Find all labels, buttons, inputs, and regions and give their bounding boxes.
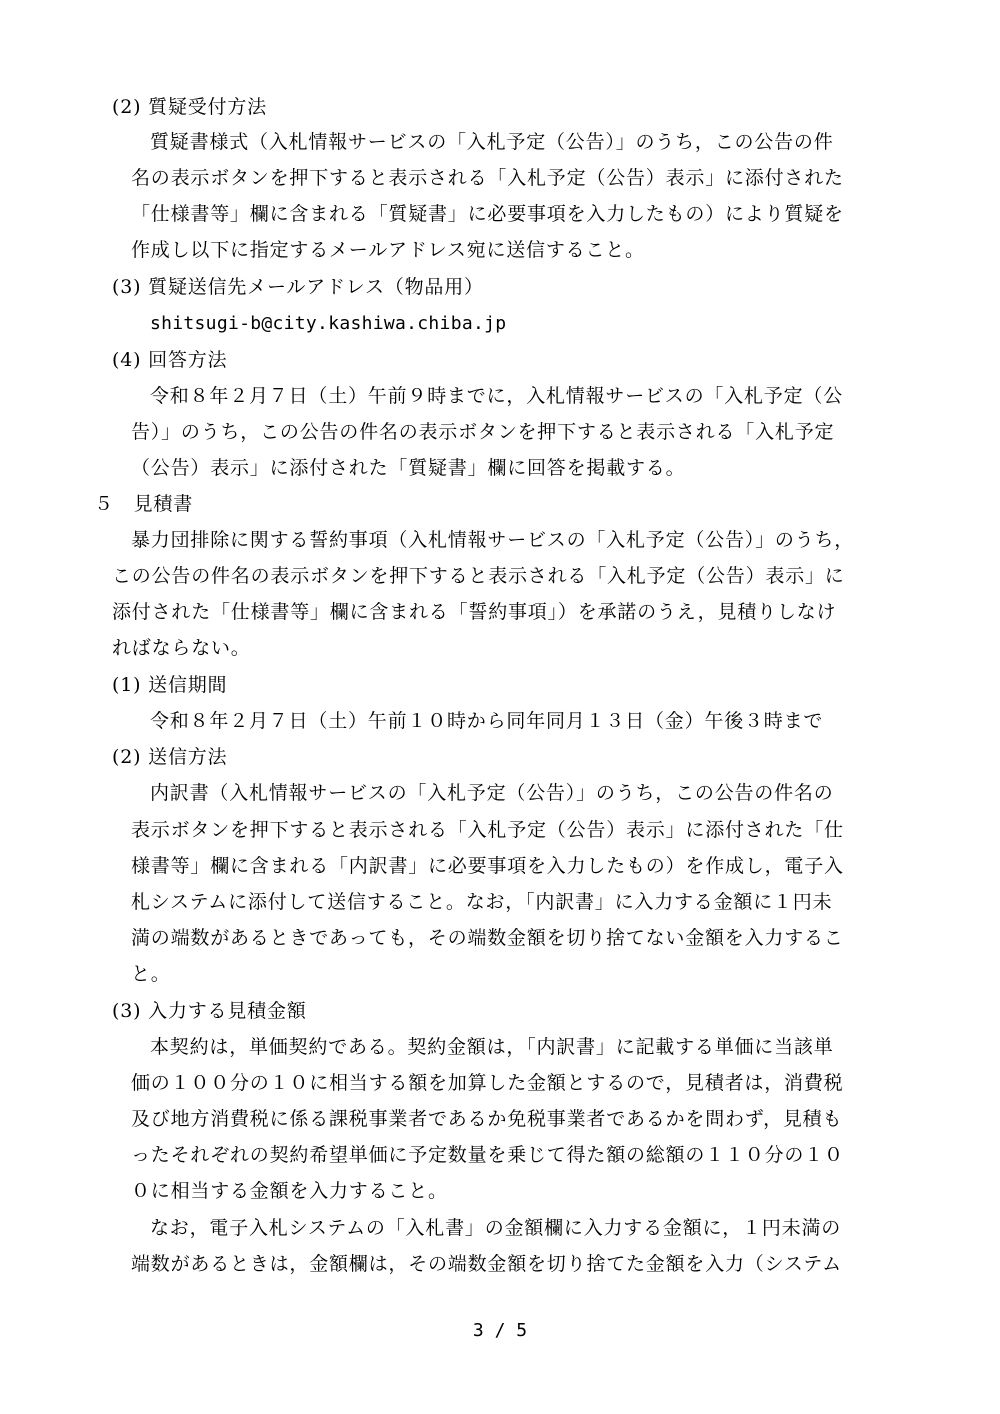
body-text: 「仕様書等」欄に含まれる「質疑書」に必要事項を入力したもの）により質疑を	[131, 203, 844, 225]
body-text: と。	[131, 963, 171, 985]
body-text: 内訳書（入札情報サービスの「入札予定（公告）」のうち，この公告の件名の	[150, 782, 834, 804]
body-text: なお，電子入札システムの「入札書」の金額欄に入力する金額に，１円未満の	[150, 1217, 842, 1239]
body-text: 価の１００分の１０に相当する額を加算した金額とするので，見積者は，消費税	[131, 1072, 844, 1094]
body-text: この公告の件名の表示ボタンを押下すると表示される「入札予定（公告）表示」に	[112, 565, 845, 587]
body-text: 質疑書様式（入札情報サービスの「入札予定（公告）」のうち，この公告の件	[150, 131, 834, 153]
page-number: 3 / 5	[472, 1320, 528, 1341]
body-text: 及び地方消費税に係る課税事業者であるか免税事業者であるかを問わず，見積も	[131, 1108, 843, 1130]
body-text: 表示ボタンを押下すると表示される「入札予定（公告）表示」に添付された「仕	[131, 819, 844, 841]
body-text: 満の端数があるときであっても，その端数金額を切り捨てない金額を入力するこ	[131, 927, 844, 949]
body-text: ０に相当する金額を入力すること。	[131, 1180, 448, 1202]
body-text: 名の表示ボタンを押下すると表示される「入札予定（公告）表示」に添付された	[131, 167, 844, 189]
chapter-heading: ５ 見積書	[94, 493, 194, 515]
section-heading: (3) 入力する見積金額	[112, 1000, 307, 1022]
body-text: 本契約は，単価契約である。契約金額は，「内訳書」に記載する単価に当該単	[150, 1036, 834, 1058]
section-heading: (2) 質疑受付方法	[112, 96, 267, 118]
body-text: 告）」のうち，この公告の件名の表示ボタンを押下すると表示される「入札予定	[131, 421, 835, 443]
section-heading: (4) 回答方法	[112, 349, 228, 371]
body-text: 札システムに添付して送信すること。なお，「内訳書」に入力する金額に１円未	[131, 891, 833, 913]
section-heading: (2) 送信方法	[112, 746, 228, 768]
body-text: ればならない。	[112, 637, 251, 659]
body-text: 令和８年２月７日（土）午前９時までに，入札情報サービスの「入札予定（公	[150, 385, 844, 407]
body-text: 令和８年２月７日（土）午前１０時から同年同月１３日（金）午後３時まで	[150, 710, 824, 732]
section-heading: (3) 質疑送信先メールアドレス（物品用）	[112, 276, 484, 298]
email-address: shitsugi-b@city.kashiwa.chiba.jp	[150, 313, 507, 334]
body-text: 端数があるときは，金額欄は，その端数金額を切り捨てた金額を入力（システム	[131, 1253, 842, 1275]
body-text: 添付された「仕様書等」欄に含まれる「誓約事項」）を承諾のうえ，見積りしなけ	[112, 601, 837, 623]
body-text: 作成し以下に指定するメールアドレス宛に送信すること。	[131, 239, 645, 261]
body-text: ったそれぞれの契約希望単価に予定数量を乗じて得た額の総額の１１０分の１０	[131, 1144, 844, 1166]
body-text: 暴力団排除に関する誓約事項（入札情報サービスの「入札予定（公告）」のうち，	[131, 529, 855, 551]
body-text: （公告）表示」に添付された「質疑書」欄に回答を掲載する。	[131, 457, 686, 479]
section-heading: (1) 送信期間	[112, 674, 228, 696]
body-text: 様書等」欄に含まれる「内訳書」に必要事項を入力したもの）を作成し，電子入	[131, 855, 844, 877]
